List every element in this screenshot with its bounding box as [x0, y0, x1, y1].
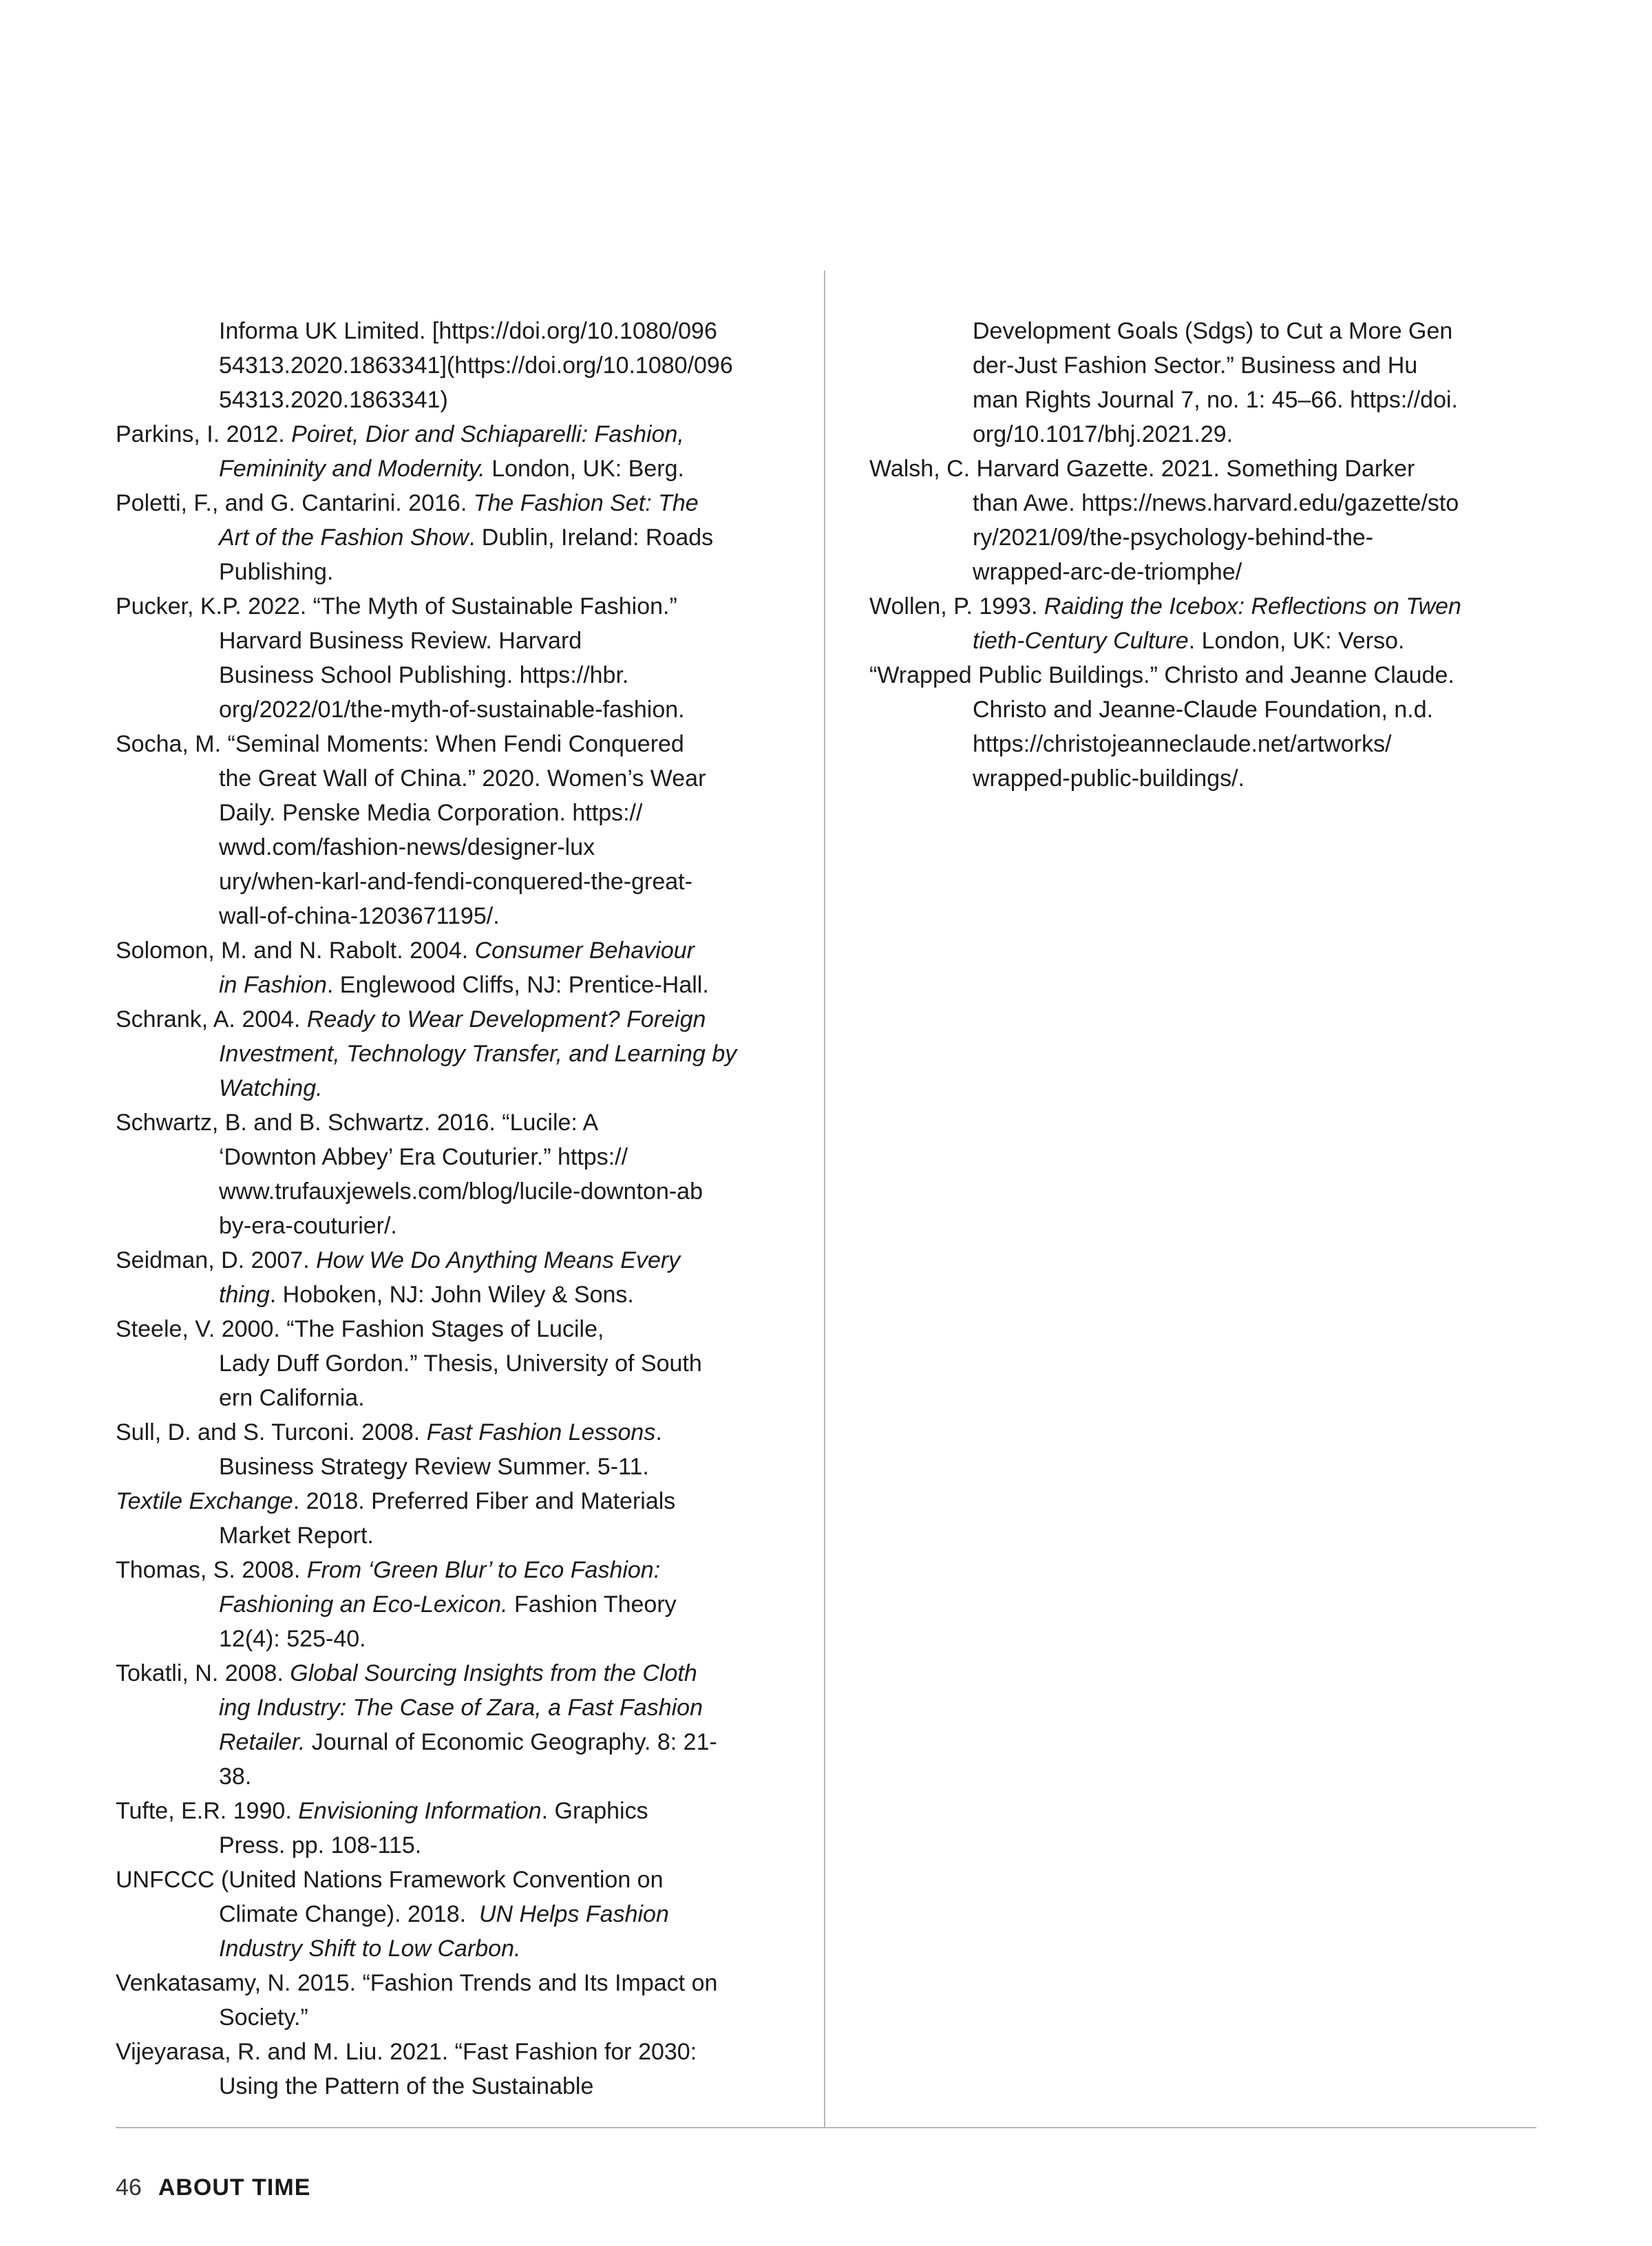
reference-line [116, 1518, 804, 1553]
reference-text: . London, UK: Verso. [1188, 628, 1405, 654]
italic-title: Poiret, Dior and Schiaparelli: Fashion, [291, 421, 684, 447]
italic-title: Femininity and Modernity. [219, 456, 485, 482]
reference-text: Using the Pattern of the Sustainable [219, 2073, 594, 2099]
reference-text: Harvard Business Review. Harvard [219, 628, 582, 654]
reference-text: the Great Wall of China.” 2020. Women’s Wear [219, 765, 706, 792]
reference-line [116, 1105, 804, 1140]
reference-line [116, 417, 804, 452]
reference-text: Press. pp. 108-115. [219, 1832, 422, 1858]
reference-text: ury/when-karl-and-fendi-conquered-the-great- [219, 869, 692, 895]
page-number: 46 [116, 2174, 142, 2201]
reference-text: Walsh, C. Harvard Gazette. 2021. Something Darker [869, 456, 1415, 482]
reference-text: man Rights Journal 7, no. 1: 45–66. https://doi. [973, 387, 1458, 413]
reference-line [869, 624, 1558, 658]
reference-line [869, 727, 1558, 761]
reference-line [869, 658, 1558, 692]
reference-text: 38. [219, 1763, 252, 1790]
reference-line [869, 486, 1558, 520]
italic-title: ing Industry: The Case of Zara, a Fast Fashion [219, 1695, 703, 1721]
reference-line [116, 624, 804, 658]
reference-line [869, 452, 1558, 486]
reference-column-left [116, 314, 804, 2104]
reference-line [116, 1553, 804, 1587]
reference-line [116, 383, 804, 417]
reference-text: org/10.1017/bhj.2021.29. [973, 421, 1233, 447]
italic-title: UN Helps Fashion [478, 1901, 669, 1927]
reference-line [116, 1691, 804, 1725]
reference-line [116, 314, 804, 348]
reference-text: org/2022/01/the-myth-of-sustainable-fashion. [219, 697, 685, 723]
reference-text: Schrank, A. 2004. [116, 1006, 307, 1032]
reference-text: https://christojeanneclaude.net/artworks/ [973, 731, 1392, 757]
reference-text: ry/2021/09/the-psychology-behind-the- [973, 525, 1374, 551]
book-title: ABOUT TIME [158, 2174, 311, 2201]
reference-text: Sull, D. and S. Turconi. 2008. [116, 1419, 427, 1445]
reference-line [869, 589, 1558, 624]
reference-text: than Awe. https://news.harvard.edu/gazette/sto [973, 490, 1459, 516]
reference-line [116, 1656, 804, 1691]
reference-line [116, 1381, 804, 1415]
reference-text: Wollen, P. 1993. [869, 593, 1044, 619]
reference-line [116, 1622, 804, 1656]
reference-text: Tokatli, N. 2008. [116, 1660, 290, 1686]
reference-text: Lady Duff Gordon.” Thesis, University of South [219, 1350, 702, 1377]
reference-line [869, 348, 1558, 383]
reference-text: Socha, M. “Seminal Moments: When Fendi Conquered [116, 731, 684, 757]
page-footer [116, 2170, 310, 2205]
reference-text: Parkins, I. 2012. [116, 421, 292, 447]
italic-title: Global Sourcing Insights from the Cloth [290, 1660, 697, 1686]
reference-line [116, 1002, 804, 1037]
reference-text: Business Strategy Review Summer. 5-11. [219, 1454, 649, 1480]
reference-text: Market Report. [219, 1523, 374, 1549]
reference-line [116, 1415, 804, 1450]
reference-line [116, 1587, 804, 1622]
reference-text: . Hoboken, NJ: John Wiley & Sons. [269, 1282, 634, 1308]
reference-text: Publishing. [219, 559, 334, 585]
reference-line [116, 2035, 804, 2069]
reference-line [116, 1450, 804, 1484]
reference-text: Vijeyarasa, R. and M. Liu. 2021. “Fast Fashion for 2030: [116, 2039, 697, 2065]
reference-line [869, 520, 1558, 555]
reference-line [116, 899, 804, 933]
reference-line [116, 692, 804, 727]
italic-title: Retailer. [219, 1729, 306, 1755]
reference-text: “Wrapped Public Buildings.” Christo and Jeanne Claude. [869, 662, 1454, 688]
reference-text: Daily. Penske Media Corporation. https:// [219, 800, 643, 826]
italic-title: Envisioning Information [298, 1798, 542, 1824]
reference-line [116, 658, 804, 692]
italic-title: From ‘Green Blur’ to Eco Fashion: [306, 1557, 661, 1583]
italic-title: Fast Fashion Lessons [426, 1419, 656, 1445]
reference-line [116, 520, 804, 555]
reference-line [116, 1312, 804, 1346]
reference-text: Seidman, D. 2007. [116, 1247, 317, 1273]
reference-line [116, 968, 804, 1002]
reference-text: Society.” [219, 2004, 308, 2031]
reference-text: ern California. [219, 1385, 365, 1411]
reference-text: . [655, 1419, 662, 1445]
reference-line [869, 555, 1558, 589]
reference-line [116, 865, 804, 899]
reference-text: London, UK: Berg. [485, 456, 684, 482]
reference-text: Journal of Economic Geography. 8: 21- [305, 1729, 717, 1755]
reference-text: Fashion Theory [507, 1591, 677, 1618]
reference-text: Informa UK Limited. [https://doi.org/10.1080/096 [219, 318, 717, 344]
italic-title: How We Do Anything Means Every [316, 1247, 681, 1273]
italic-title: Investment, Technology Transfer, and Learning by [219, 1041, 737, 1067]
reference-text: . Englewood Cliffs, NJ: Prentice-Hall. [326, 972, 709, 998]
reference-line [116, 1863, 804, 1897]
reference-text: 54313.2020.1863341](https://doi.org/10.1080/096 [219, 352, 733, 379]
reference-text: Climate Change). 2018. [219, 1901, 479, 1927]
reference-line [116, 1966, 804, 2000]
reference-line [116, 1209, 804, 1243]
reference-line [116, 486, 804, 520]
reference-text: Christo and Jeanne-Claude Foundation, n.d. [973, 697, 1434, 723]
reference-text: Pucker, K.P. 2022. “The Myth of Sustainable Fashion.” [116, 593, 677, 619]
italic-title: in Fashion [219, 972, 327, 998]
reference-line [869, 692, 1558, 727]
reference-line [116, 727, 804, 761]
reference-line [116, 761, 804, 796]
reference-line [116, 796, 804, 830]
reference-text: Thomas, S. 2008. [116, 1557, 307, 1583]
italic-title: Textile Exchange [116, 1488, 293, 1514]
reference-text: Schwartz, B. and B. Schwartz. 2016. “Lucile: A [116, 1110, 599, 1136]
reference-text: der-Just Fashion Sector.” Business and Hu [973, 352, 1418, 379]
reference-text: www.trufauxjewels.com/blog/lucile-downton-ab [219, 1178, 703, 1205]
reference-line [116, 1346, 804, 1381]
reference-text: . 2018. Preferred Fiber and Materials [293, 1488, 676, 1514]
reference-line [116, 933, 804, 968]
italic-title: Watching. [219, 1075, 323, 1101]
column-divider [824, 271, 825, 2127]
reference-line [116, 1278, 804, 1312]
reference-line [869, 314, 1558, 348]
reference-column-right [869, 314, 1558, 796]
reference-text: Solomon, M. and N. Rabolt. 2004. [116, 937, 475, 964]
reference-line [116, 555, 804, 589]
reference-line [116, 1828, 804, 1863]
italic-title: Raiding the Icebox: Reflections on Twen [1044, 593, 1461, 619]
reference-text: . Dublin, Ireland: Roads [468, 525, 714, 551]
reference-line [116, 1794, 804, 1828]
reference-text: 12(4): 525-40. [219, 1626, 366, 1652]
reference-text: 54313.2020.1863341) [219, 387, 448, 413]
reference-text: Venkatasamy, N. 2015. “Fashion Trends and Its Impact on [116, 1970, 718, 1996]
reference-line [116, 1174, 804, 1209]
italic-title: thing [219, 1282, 270, 1308]
reference-line [116, 2000, 804, 2035]
reference-text: Development Goals (Sdgs) to Cut a More Gen [973, 318, 1453, 344]
reference-text: wwd.com/fashion-news/designer-lux [219, 834, 595, 860]
reference-line [116, 1931, 804, 1966]
italic-title: Ready to Wear Development? Foreign [306, 1006, 706, 1032]
reference-text: Steele, V. 2000. “The Fashion Stages of Lucile, [116, 1316, 604, 1342]
reference-line [116, 1071, 804, 1105]
reference-line [116, 452, 804, 486]
reference-line [116, 830, 804, 865]
reference-line [116, 1725, 804, 1759]
italic-title: The Fashion Set: The [473, 490, 699, 516]
reference-text: ‘Downton Abbey’ Era Couturier.” https:// [219, 1144, 628, 1170]
reference-line [116, 348, 804, 383]
italic-title: Industry Shift to Low Carbon. [219, 1936, 521, 1962]
reference-text: Business School Publishing. https://hbr. [219, 662, 629, 688]
reference-line [116, 1759, 804, 1794]
reference-text: wall-of-china-1203671195/. [219, 903, 500, 929]
reference-line [116, 1243, 804, 1278]
reference-text: Tufte, E.R. 1990. [116, 1798, 299, 1824]
reference-line [116, 589, 804, 624]
reference-text: Poletti, F., and G. Cantarini. 2016. [116, 490, 474, 516]
reference-line [116, 2069, 804, 2104]
reference-line [869, 417, 1558, 452]
reference-text: wrapped-public-buildings/. [973, 765, 1245, 792]
reference-line [116, 1037, 804, 1071]
reference-line [869, 383, 1558, 417]
italic-title: Consumer Behaviour [474, 937, 695, 964]
reference-text: wrapped-arc-de-triomphe/ [973, 559, 1242, 585]
reference-text: by-era-couturier/. [219, 1213, 397, 1239]
reference-line [116, 1140, 804, 1174]
italic-title: Art of the Fashion Show [219, 525, 469, 551]
footer-rule [116, 2127, 1536, 2128]
italic-title: Fashioning an Eco-Lexicon. [219, 1591, 508, 1618]
reference-line [116, 1897, 804, 1931]
reference-text: . Graphics [541, 1798, 648, 1824]
reference-text: UNFCCC (United Nations Framework Convention on [116, 1867, 664, 1893]
italic-title: tieth-Century Culture [973, 628, 1189, 654]
reference-line [116, 1484, 804, 1518]
reference-line [869, 761, 1558, 796]
